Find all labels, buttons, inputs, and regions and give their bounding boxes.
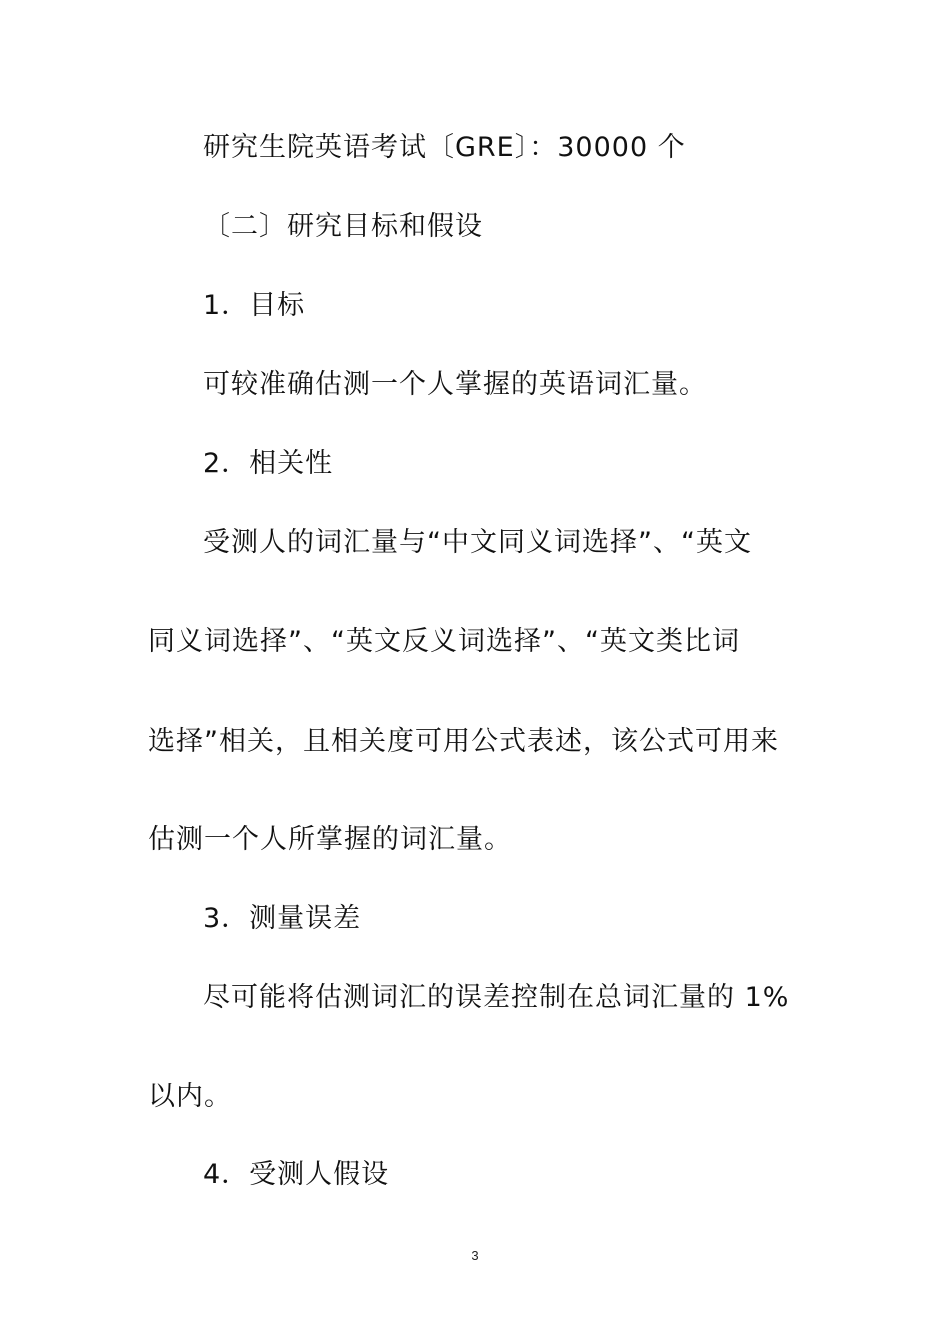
page-number: 3 (471, 1248, 479, 1263)
section-heading-goals-hypotheses: 〔二〕研究目标和假设 (203, 211, 483, 242)
paragraph-correlation-line-2: 同义词选择”、“英文反义词选择”、“英文类比词 (148, 626, 740, 657)
paragraph-goal: 可较准确估测一个人掌握的英语词汇量。 (203, 369, 707, 400)
subheading-goal: 1．目标 (203, 290, 306, 321)
paragraph-correlation-line-4: 估测一个人所掌握的词汇量。 (148, 824, 512, 855)
subheading-subject-hypothesis: 4．受测人假设 (203, 1159, 390, 1190)
text-line-gre-vocab: 研究生院英语考试〔GRE〕：30000 个 (203, 132, 686, 163)
paragraph-correlation-line-3: 选择”相关，且相关度可用公式表述，该公式可用来 (148, 726, 779, 757)
subheading-measurement-error: 3．测量误差 (203, 903, 362, 934)
paragraph-error-line-2: 以内。 (148, 1081, 232, 1112)
paragraph-error-line-1: 尽可能将估测词汇的误差控制在总词汇量的 1% (203, 982, 790, 1013)
subheading-correlation: 2．相关性 (203, 448, 334, 479)
paragraph-correlation-line-1: 受测人的词汇量与“中文同义词选择”、“英文 (203, 527, 752, 558)
